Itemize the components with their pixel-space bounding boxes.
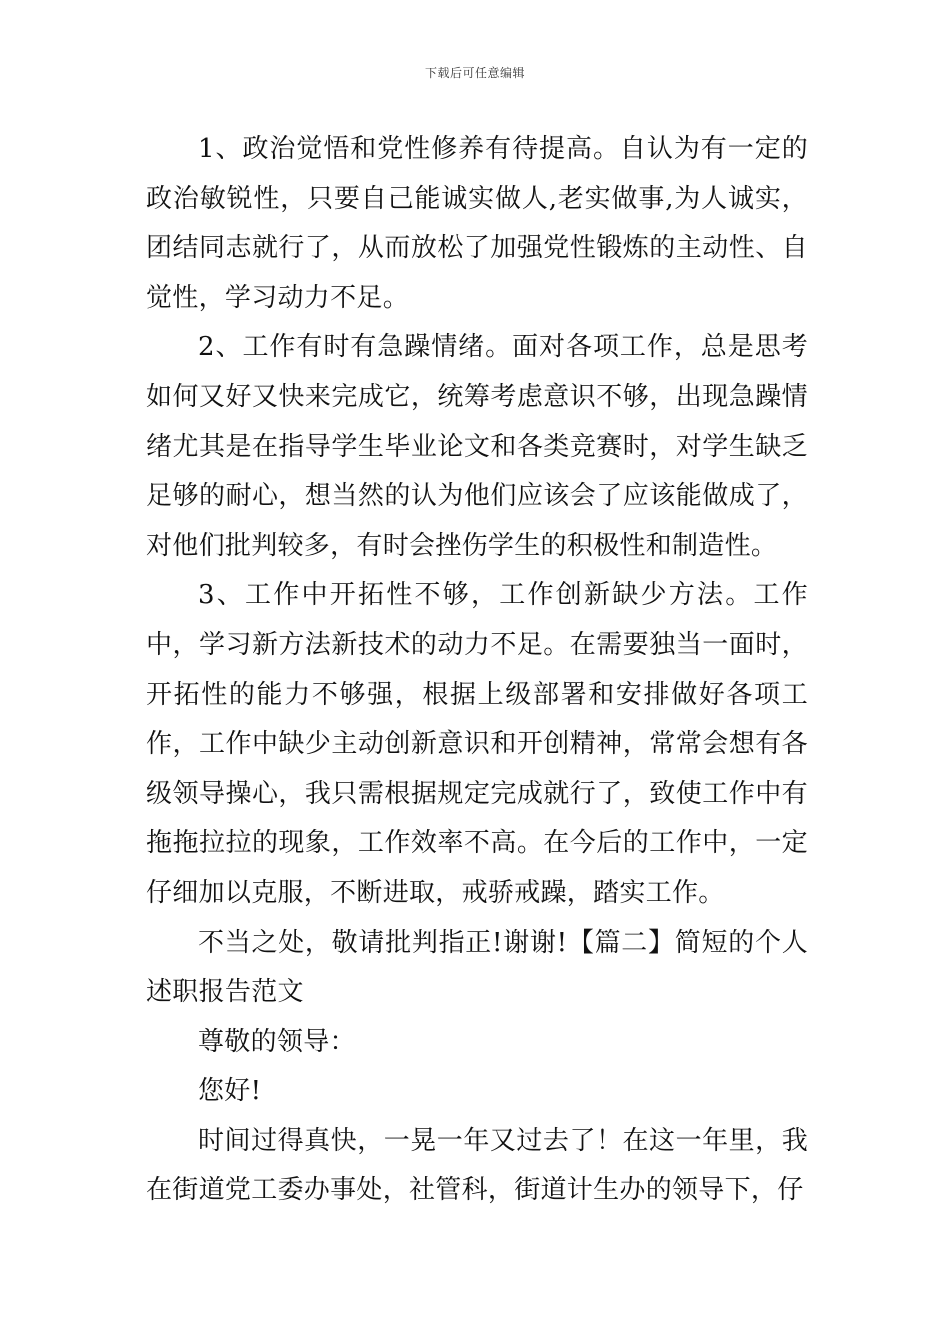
paragraph-intro: 时间过得真快，一晃一年又过去了！在这一年里，我在街道党工委办事处，社管科，街道计生办的领导下，仔 bbox=[146, 1125, 808, 1206]
salutation: 尊敬的领导： bbox=[198, 1026, 356, 1057]
paragraph-2: 2、工作有时有急躁情绪。面对各项工作，总是思考如何又好又快来完成它，统筹考虑意识不够，出现急躁情绪尤其是在指导学生毕业论文和各类竞赛时，对学生缺乏足够的耐心，想当然的认为他们应该会了应该能做成了，对他们批判较多，有时会挫伤学生的积极性和制造性。 bbox=[146, 332, 808, 561]
paragraph-3: 3、工作中开拓性不够，工作创新缺少方法。工作中，学习新方法新技术的动力不足。在需要独当一面时，开拓性的能力不够强，根据上级部署和安排做好各项工作，工作中缺少主动创新意识和开创精神，常常会想有各级领导操心，我只需根据规定完成就行了，致使工作中有拖拖拉拉的现象，工作效率不高。在今后的工作中，一定仔细加以克服，不断进取，戒骄戒躁，踏实工作。 bbox=[146, 580, 808, 908]
page-header-note: 下载后可任意编辑 bbox=[424, 66, 525, 80]
paragraph-closing: 不当之处，敬请批判指正!谢谢!【篇二】简短的个人述职报告范文 bbox=[146, 927, 808, 1008]
paragraph-1: 1、政治觉悟和党性修养有待提高。自认为有一定的政治敏锐性，只要自己能诚实做人,老实做事,为人诚实，团结同志就行了，从而放松了加强党性锻炼的主动性、自觉性，学习动力不足。 bbox=[146, 134, 808, 313]
greeting: 您好! bbox=[198, 1076, 262, 1107]
document-body bbox=[146, 125, 808, 1216]
